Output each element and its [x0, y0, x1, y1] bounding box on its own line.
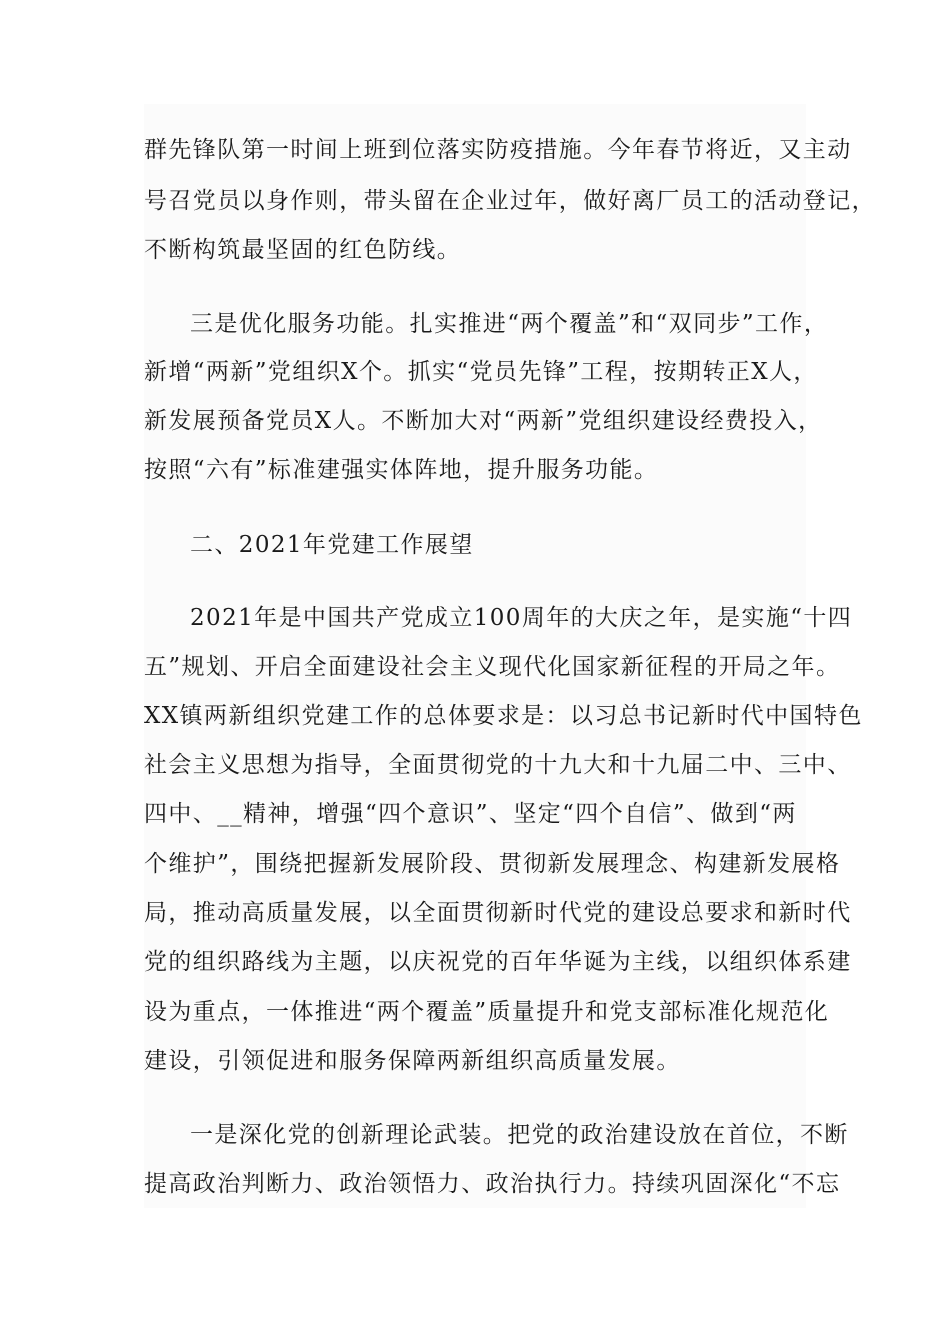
- section-heading: 二、2021年党建工作展望: [190, 532, 474, 558]
- paragraph-2-line-3: 新发展预备党员X人。不断加大对“两新”党组织建设经费投入，: [144, 408, 823, 434]
- paragraph-4-line-7: 局，推动高质量发展，以全面贯彻新时代党的建设总要求和新时代: [144, 900, 852, 926]
- paragraph-4-line-8: 党的组织路线为主题，以庆祝党的百年华诞为主线，以组织体系建: [144, 949, 852, 975]
- paragraph-2-line-1: 三是优化服务功能。扎实推进“两个覆盖”和“双同步”工作，: [190, 311, 829, 337]
- paragraph-1-line-3: 不断构筑最坚固的红色防线。: [144, 237, 462, 263]
- paragraph-4-line-3: XX镇两新组织党建工作的总体要求是：以习总书记新时代中国特色: [144, 703, 863, 729]
- paragraph-5-line-2: 提高政治判断力、政治领悟力、政治执行力。持续巩固深化“不忘: [144, 1171, 841, 1197]
- paragraph-2-line-2: 新增“两新”党组织X个。抓实“党员先锋”工程，按期转正X人，: [144, 359, 818, 385]
- paragraph-4-line-4: 社会主义思想为指导，全面贯彻党的十九大和十九届二中、三中、: [144, 752, 852, 778]
- paragraph-1-line-2: 号召党员以身作则，带头留在企业过年，做好离厂员工的活动登记，: [144, 188, 876, 214]
- paragraph-4-line-6: 个维护”，围绕把握新发展阶段、贯彻新发展理念、构建新发展格: [144, 851, 841, 877]
- paragraph-4-line-1: 2021年是中国共产党成立100周年的大庆之年，是实施“十四: [190, 605, 853, 631]
- paragraph-4-line-5: 四中、__精神，增强“四个意识”、坚定“四个自信”、做到“两: [144, 801, 797, 827]
- paragraph-5-line-1: 一是深化党的创新理论武装。把党的政治建设放在首位，不断: [190, 1122, 849, 1148]
- paragraph-4-line-10: 建设，引领促进和服务保障两新组织高质量发展。: [144, 1048, 681, 1074]
- paragraph-4-line-9: 设为重点，一体推进“两个覆盖”质量提升和党支部标准化规范化: [144, 999, 830, 1025]
- paragraph-1-line-1: 群先锋队第一时间上班到位落实防疫措施。今年春节将近，又主动: [144, 137, 852, 163]
- paragraph-2-line-4: 按照“六有”标准建强实体阵地，提升服务功能。: [144, 457, 659, 483]
- paragraph-4-line-2: 五”规划、开启全面建设社会主义现代化国家新征程的开局之年。: [144, 654, 841, 680]
